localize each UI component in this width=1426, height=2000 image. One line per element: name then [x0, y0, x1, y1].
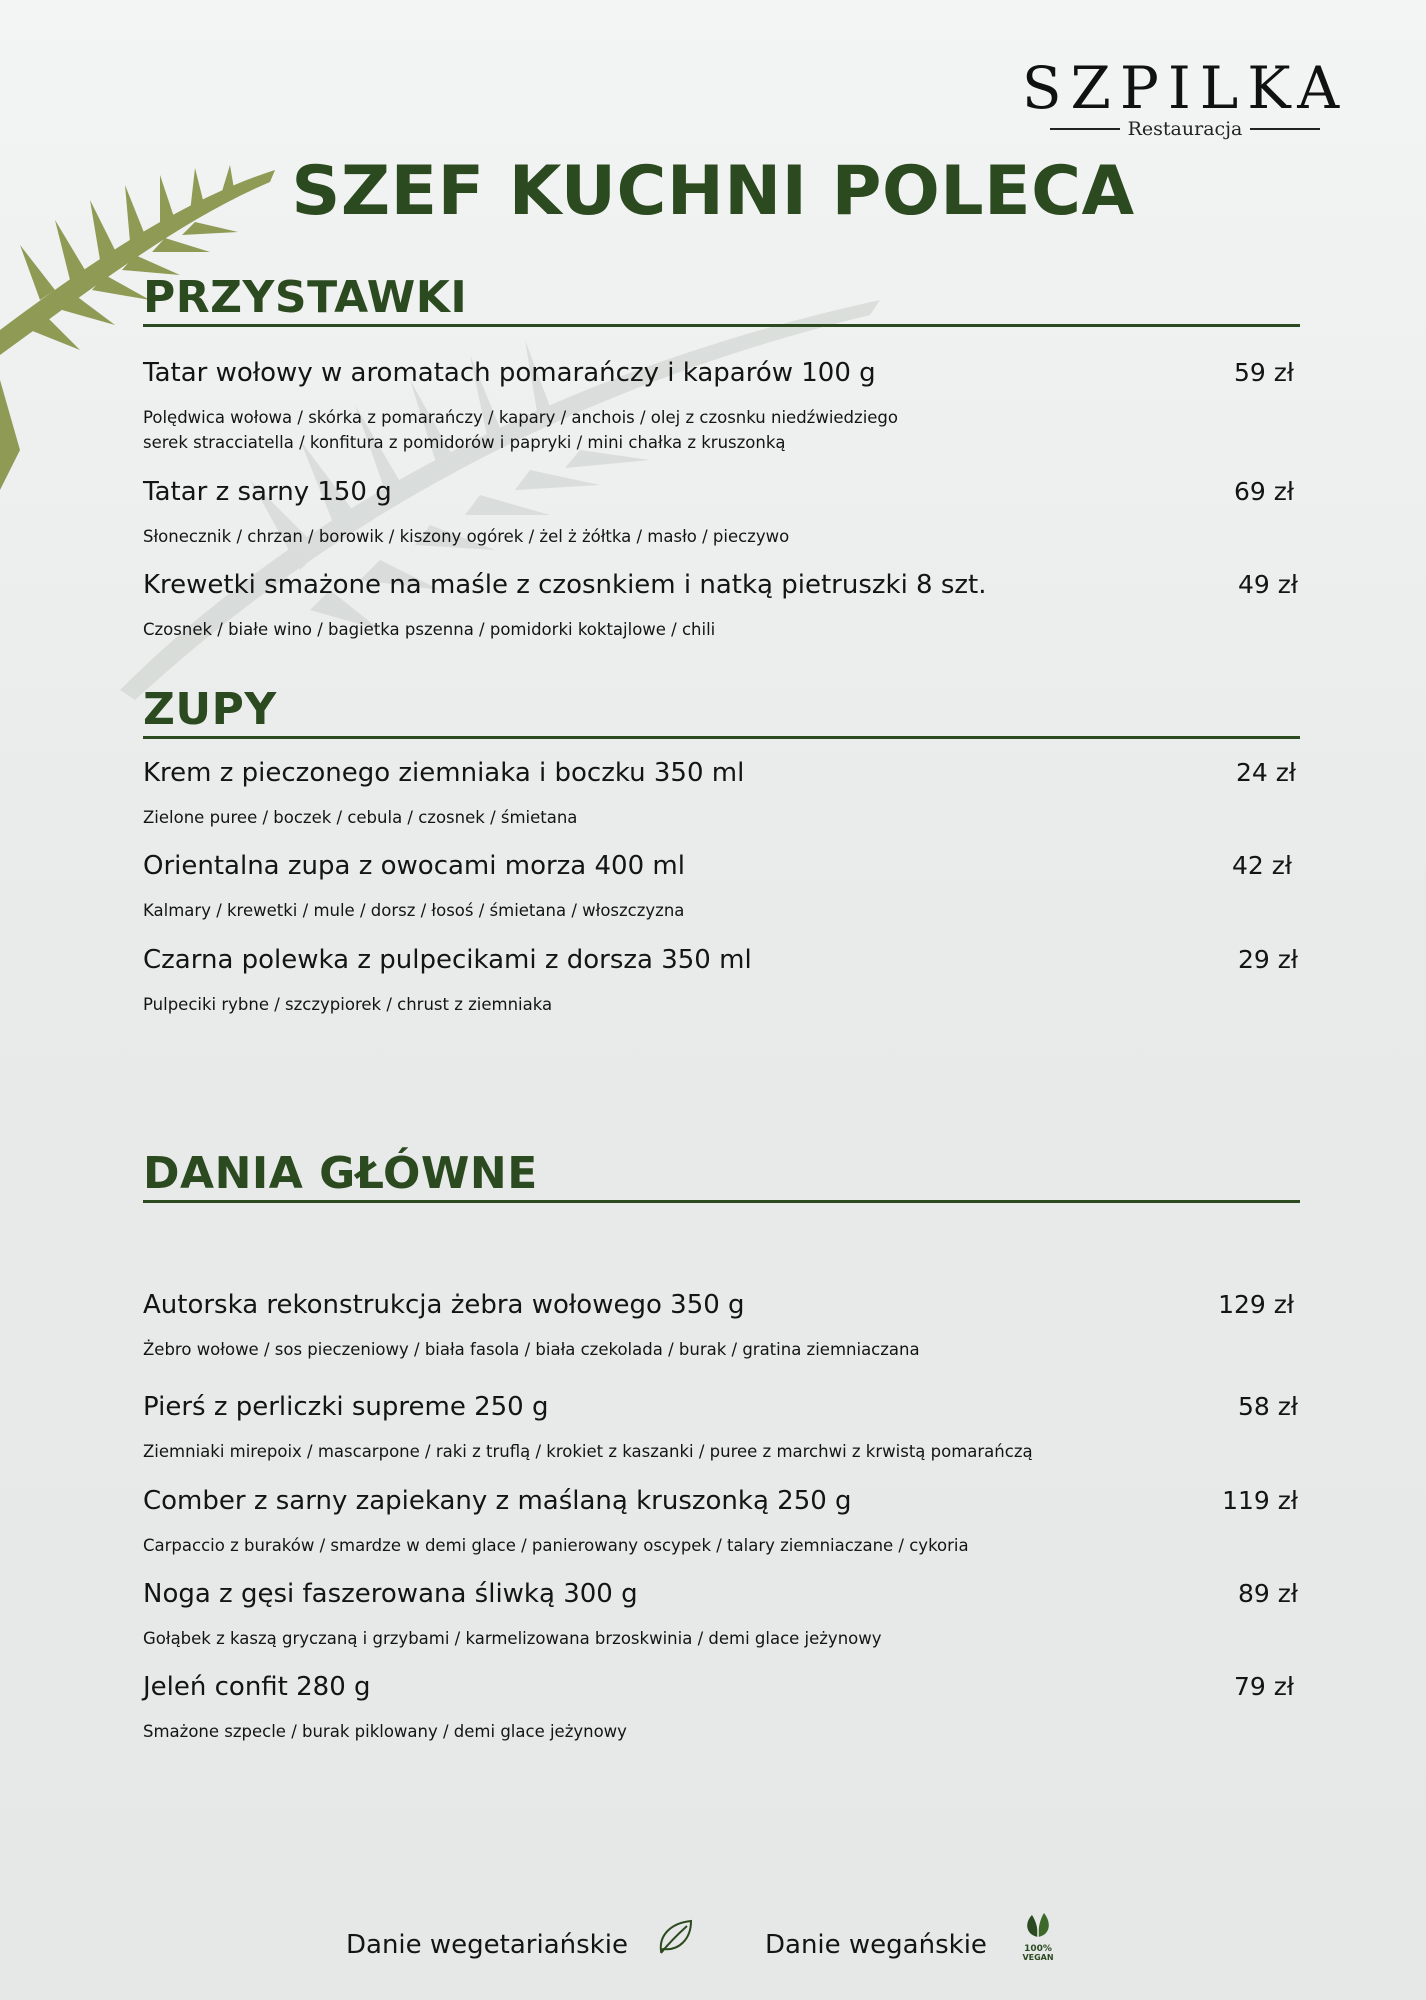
vegan-leaf-badge-icon — [1018, 1907, 1058, 1965]
menu-item-name: Jeleń confit 280 g — [143, 1672, 371, 1702]
section-appetizers — [143, 272, 1300, 639]
menu-item-description: Ziemniaki mirepoix / mascarpone / raki z truflą / krokiet z kaszanki / puree z marchwi z krwistą pomarańczą — [143, 1442, 1033, 1461]
logo-divider — [1250, 128, 1320, 130]
menu-item-price: 29 zł — [1238, 945, 1298, 974]
svg-text:VEGAN: VEGAN — [1022, 1953, 1054, 1962]
menu-item-name: Autorska rekonstrukcja żebra wołowego 350 g — [143, 1290, 745, 1320]
menu-item-description: Gołąbek z kaszą gryczaną i grzybami / karmelizowana brzoskwinia / demi glace jeżynowy — [143, 1629, 882, 1648]
menu-item-name: Comber z sarny zapiekany z maślaną kruszonką 250 g — [143, 1486, 852, 1516]
section-title: ZUPY — [143, 684, 1300, 739]
menu-item-description: Polędwica wołowa / skórka z pomarańczy / kapary / anchois / olej z czosnku niedźwiedziego serek stracciatella / konfitura z pomidorów i papryki / mini chałka z kruszonką — [143, 408, 898, 452]
section-title: PRZYSTAWKI — [143, 272, 1300, 327]
section-title: DANIA GŁÓWNE — [143, 1148, 1300, 1203]
leaf-outline-icon — [655, 1917, 695, 1957]
menu-item-name: Krewetki smażone na maśle z czosnkiem i natką pietruszki 8 szt. — [143, 570, 987, 600]
menu-item-description: Słonecznik / chrzan / borowik / kiszony ogórek / żel ż żółtka / masło / pieczywo — [143, 527, 790, 546]
dietary-legend — [0, 1915, 1426, 1975]
menu-item-name: Krem z pieczonego ziemniaka i boczku 350 ml — [143, 758, 745, 788]
legend-vegan-label: Danie wegańskie — [765, 1930, 987, 1960]
menu-item-price: 59 zł — [1234, 358, 1294, 387]
section-main-courses — [143, 1148, 1300, 1741]
logo-name: SZPILKA — [1021, 54, 1349, 122]
menu-item-price: 69 zł — [1234, 477, 1294, 506]
menu-item-price: 79 zł — [1234, 1672, 1294, 1701]
legend-vegetarian-label: Danie wegetariańskie — [346, 1930, 628, 1960]
menu-item-price: 24 zł — [1236, 758, 1296, 787]
svg-text:100%: 100% — [1024, 1944, 1052, 1954]
restaurant-logo — [1020, 54, 1350, 140]
menu-item-price: 129 zł — [1218, 1290, 1294, 1319]
menu-item-price: 58 zł — [1238, 1392, 1298, 1421]
logo-divider — [1050, 128, 1120, 130]
menu-item-description: Kalmary / krewetki / mule / dorsz / łosoś / śmietana / włoszczyzna — [143, 901, 685, 920]
menu-item-description: Żebro wołowe / sos pieczeniowy / biała fasola / biała czekolada / burak / gratina ziemniaczana — [143, 1340, 920, 1359]
menu-item-name: Tatar z sarny 150 g — [143, 477, 392, 507]
section-soups — [143, 684, 1300, 1014]
menu-item-price: 119 zł — [1222, 1486, 1298, 1515]
page-title: SZEF KUCHNI POLECA — [291, 152, 1135, 231]
menu-item-description: Czosnek / białe wino / bagietka pszenna / pomidorki koktajlowe / chili — [143, 620, 716, 639]
menu-item-name: Tatar wołowy w aromatach pomarańczy i kaparów 100 g — [143, 358, 876, 388]
menu-item-price: 89 zł — [1238, 1579, 1298, 1608]
menu-item-name: Orientalna zupa z owocami morza 400 ml — [143, 851, 685, 881]
menu-item-description: Smażone szpecle / burak piklowany / demi glace jeżynowy — [143, 1722, 627, 1741]
menu-item-description: Pulpeciki rybne / szczypiorek / chrust z ziemniaka — [143, 995, 553, 1014]
menu-item-name: Czarna polewka z pulpecikami z dorsza 350 ml — [143, 945, 752, 975]
menu-item-description: Carpaccio z buraków / smardze w demi glace / panierowany oscypek / talary ziemniaczane / cykoria — [143, 1536, 969, 1555]
menu-item-description: Zielone puree / boczek / cebula / czosnek / śmietana — [143, 808, 578, 827]
menu-item-price: 42 zł — [1232, 851, 1292, 880]
menu-item-name: Pierś z perliczki supreme 250 g — [143, 1392, 549, 1422]
logo-subtitle: Restauracja — [1127, 118, 1243, 140]
menu-item-name: Noga z gęsi faszerowana śliwką 300 g — [143, 1579, 638, 1609]
menu-item-price: 49 zł — [1238, 570, 1298, 599]
